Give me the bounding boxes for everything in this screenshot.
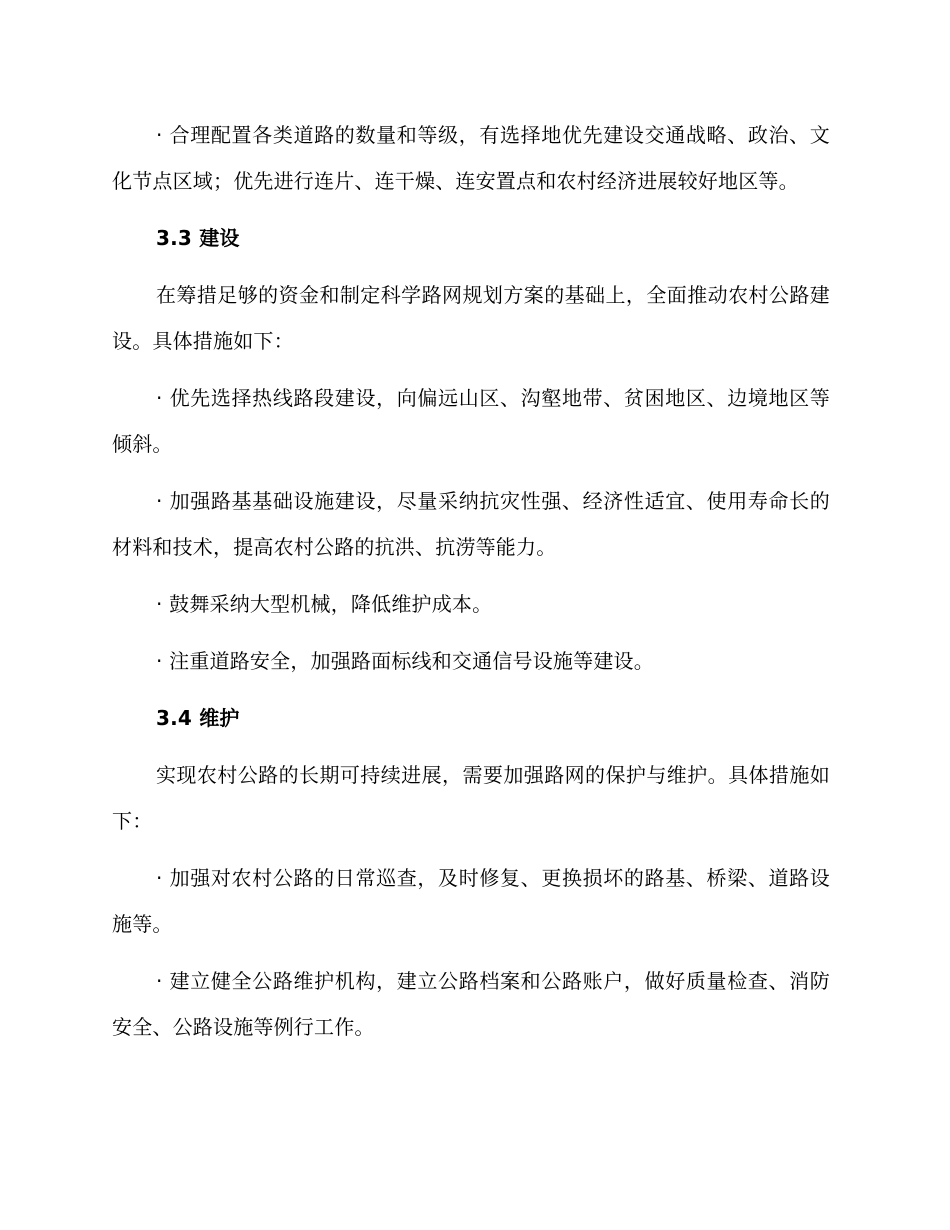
maintenance-intro-paragraph: 实现农村公路的长期可持续进展，需要加强路网的保护与维护。具体措施如下： [112, 763, 830, 833]
bullet-road-allocation: · 合理配置各类道路的数量和等级，有选择地优先建设交通战略、政治、文化节点区域；优先进行连片、连干燥、连安置点和农村经济进展较好地区等。 [112, 123, 830, 193]
bullet-road-safety: · 注重道路安全，加强路面标线和交通信号设施等建设。 [156, 649, 654, 673]
bullet-large-machinery: · 鼓舞采纳大型机械，降低维护成本。 [156, 592, 493, 616]
section-heading-maintenance: 3.4 维护 [156, 706, 240, 730]
bullet-roadbed-infrastructure: · 加强路基基础设施建设，尽量采纳抗灾性强、经济性适宜、使用寿命长的材料和技术，提高农村公路的抗洪、抗涝等能力。 [112, 489, 830, 559]
bullet-maintenance-organization: · 建立健全公路维护机构，建立公路档案和公路账户，做好质量检查、消防安全、公路设施等例行工作。 [112, 969, 830, 1039]
bullet-priority-routes: · 优先选择热线路段建设，向偏远山区、沟壑地带、贫困地区、边境地区等倾斜。 [112, 386, 830, 456]
bullet-daily-inspection: · 加强对农村公路的日常巡查，及时修复、更换损坏的路基、桥梁、道路设施等。 [112, 866, 830, 936]
construction-intro-paragraph: 在筹措足够的资金和制定科学路网规划方案的基础上，全面推动农村公路建设。具体措施如下： [112, 283, 830, 353]
section-heading-construction: 3.3 建设 [156, 226, 240, 250]
document-page [112, 112, 830, 1061]
